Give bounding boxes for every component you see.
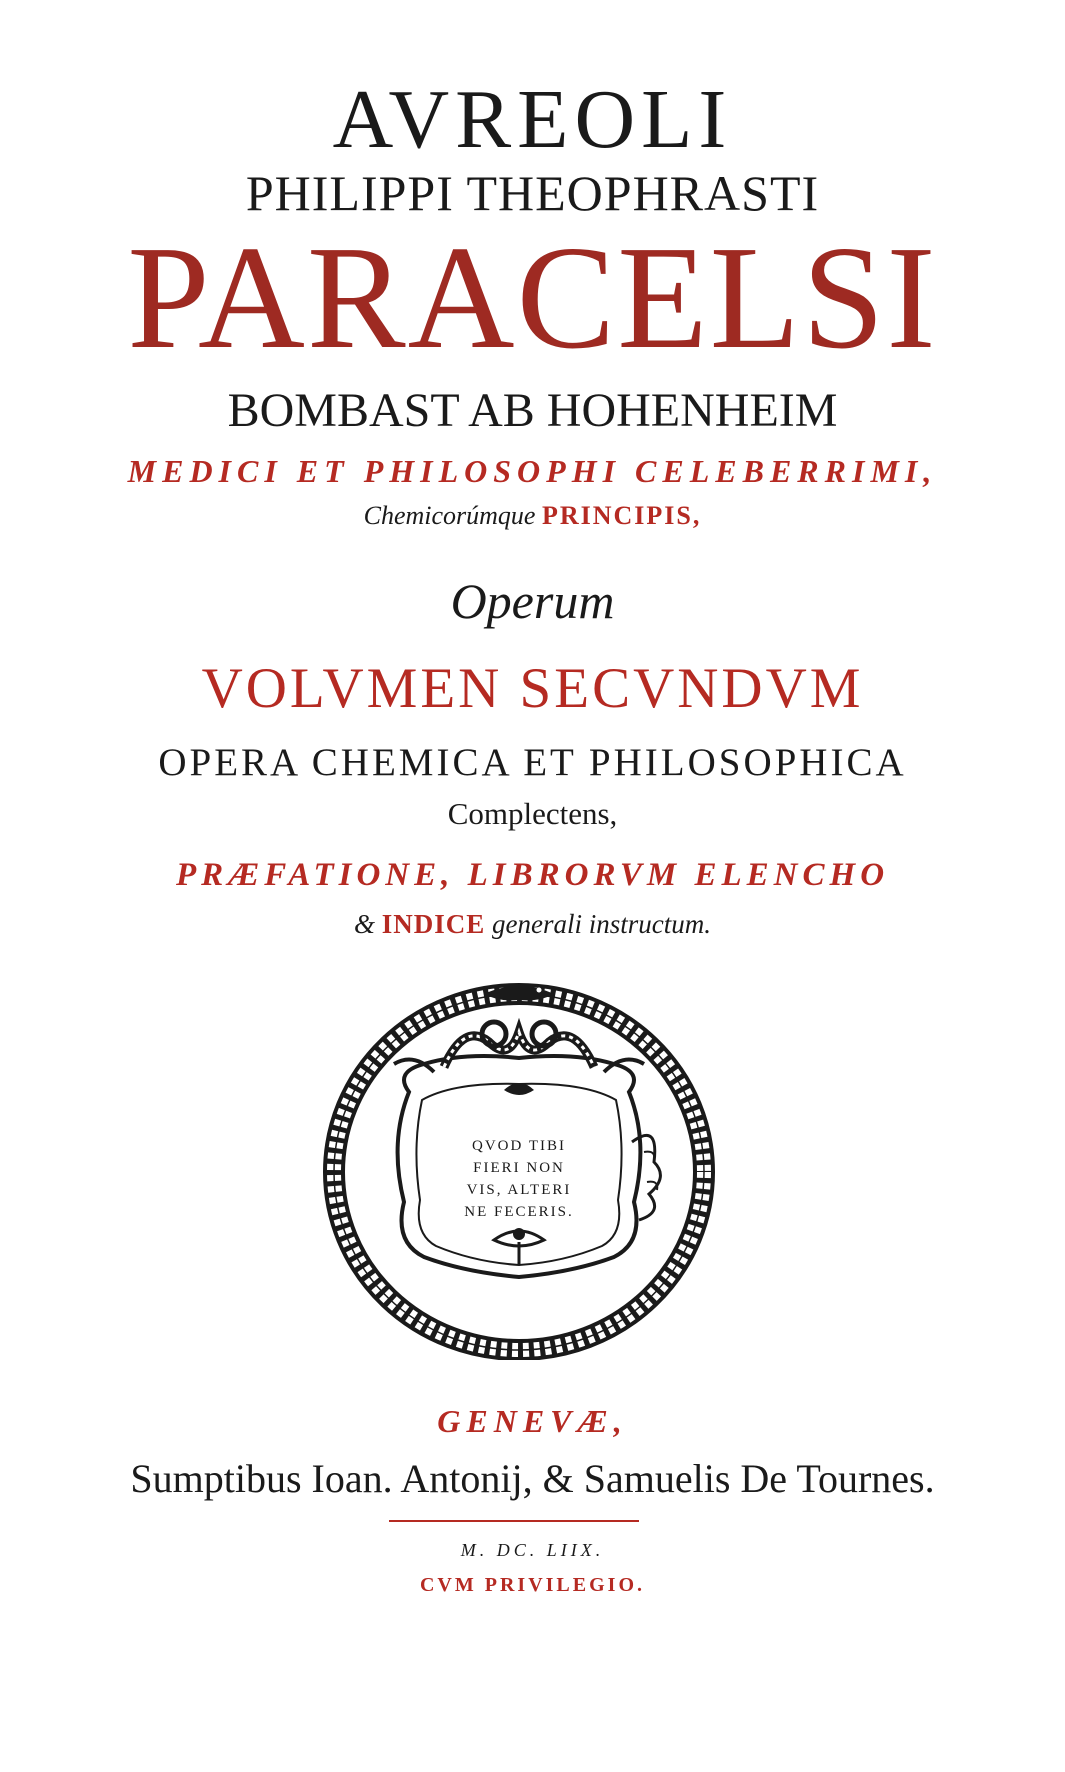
author-surname: PARACELSI [127, 216, 938, 380]
author-epithet: MEDICI ET PHILOSOPHI CELEBERRIMI, [127, 453, 938, 489]
printers-device-emblem [314, 972, 724, 1360]
divider-rule [389, 1520, 639, 1522]
publisher-line: Sumptibus Ioan. Antonij, & Samuelis De Tournes. [130, 1456, 935, 1501]
index-description: generali instructum. [492, 909, 712, 939]
motto-line-1: QVOD TIBI [472, 1138, 566, 1154]
contents-verb: Complectens, [447, 796, 618, 831]
work-label: Operum [450, 573, 615, 629]
place-of-publication: GENEVÆ, [437, 1403, 628, 1439]
author-middle-names: PHILIPPI THEOPHRASTI [245, 165, 820, 221]
motto-line-4: NE FECERIS. [464, 1204, 574, 1220]
publication-date: M. DC. LIIX. [460, 1540, 605, 1560]
motto-line-2: FIERI NON [473, 1160, 565, 1176]
front-matter-list: PRÆFATIONE, LIBRORVM ELENCHO [175, 857, 890, 893]
author-family-name: BOMBAST AB HOHENHEIM [227, 384, 838, 437]
motto-line-3: VIS, ALTERI [466, 1182, 572, 1198]
author-first-name: AVREOLI [332, 73, 733, 166]
epithet-italic: Chemicorúmque [363, 501, 536, 530]
privilege-notice: CVM PRIVILEGIO. [419, 1574, 645, 1596]
author-epithet-continued [0, 503, 1065, 529]
volume-contents: OPERA CHEMICA ET PHILOSOPHICA [158, 741, 907, 784]
epithet-caps: PRINCIPIS, [541, 501, 702, 530]
volume-title: VOLVMEN SECVNDVM [201, 657, 864, 720]
ampersand: & [353, 909, 375, 939]
index-line [0, 911, 1065, 938]
index-word: INDICE [381, 909, 486, 939]
